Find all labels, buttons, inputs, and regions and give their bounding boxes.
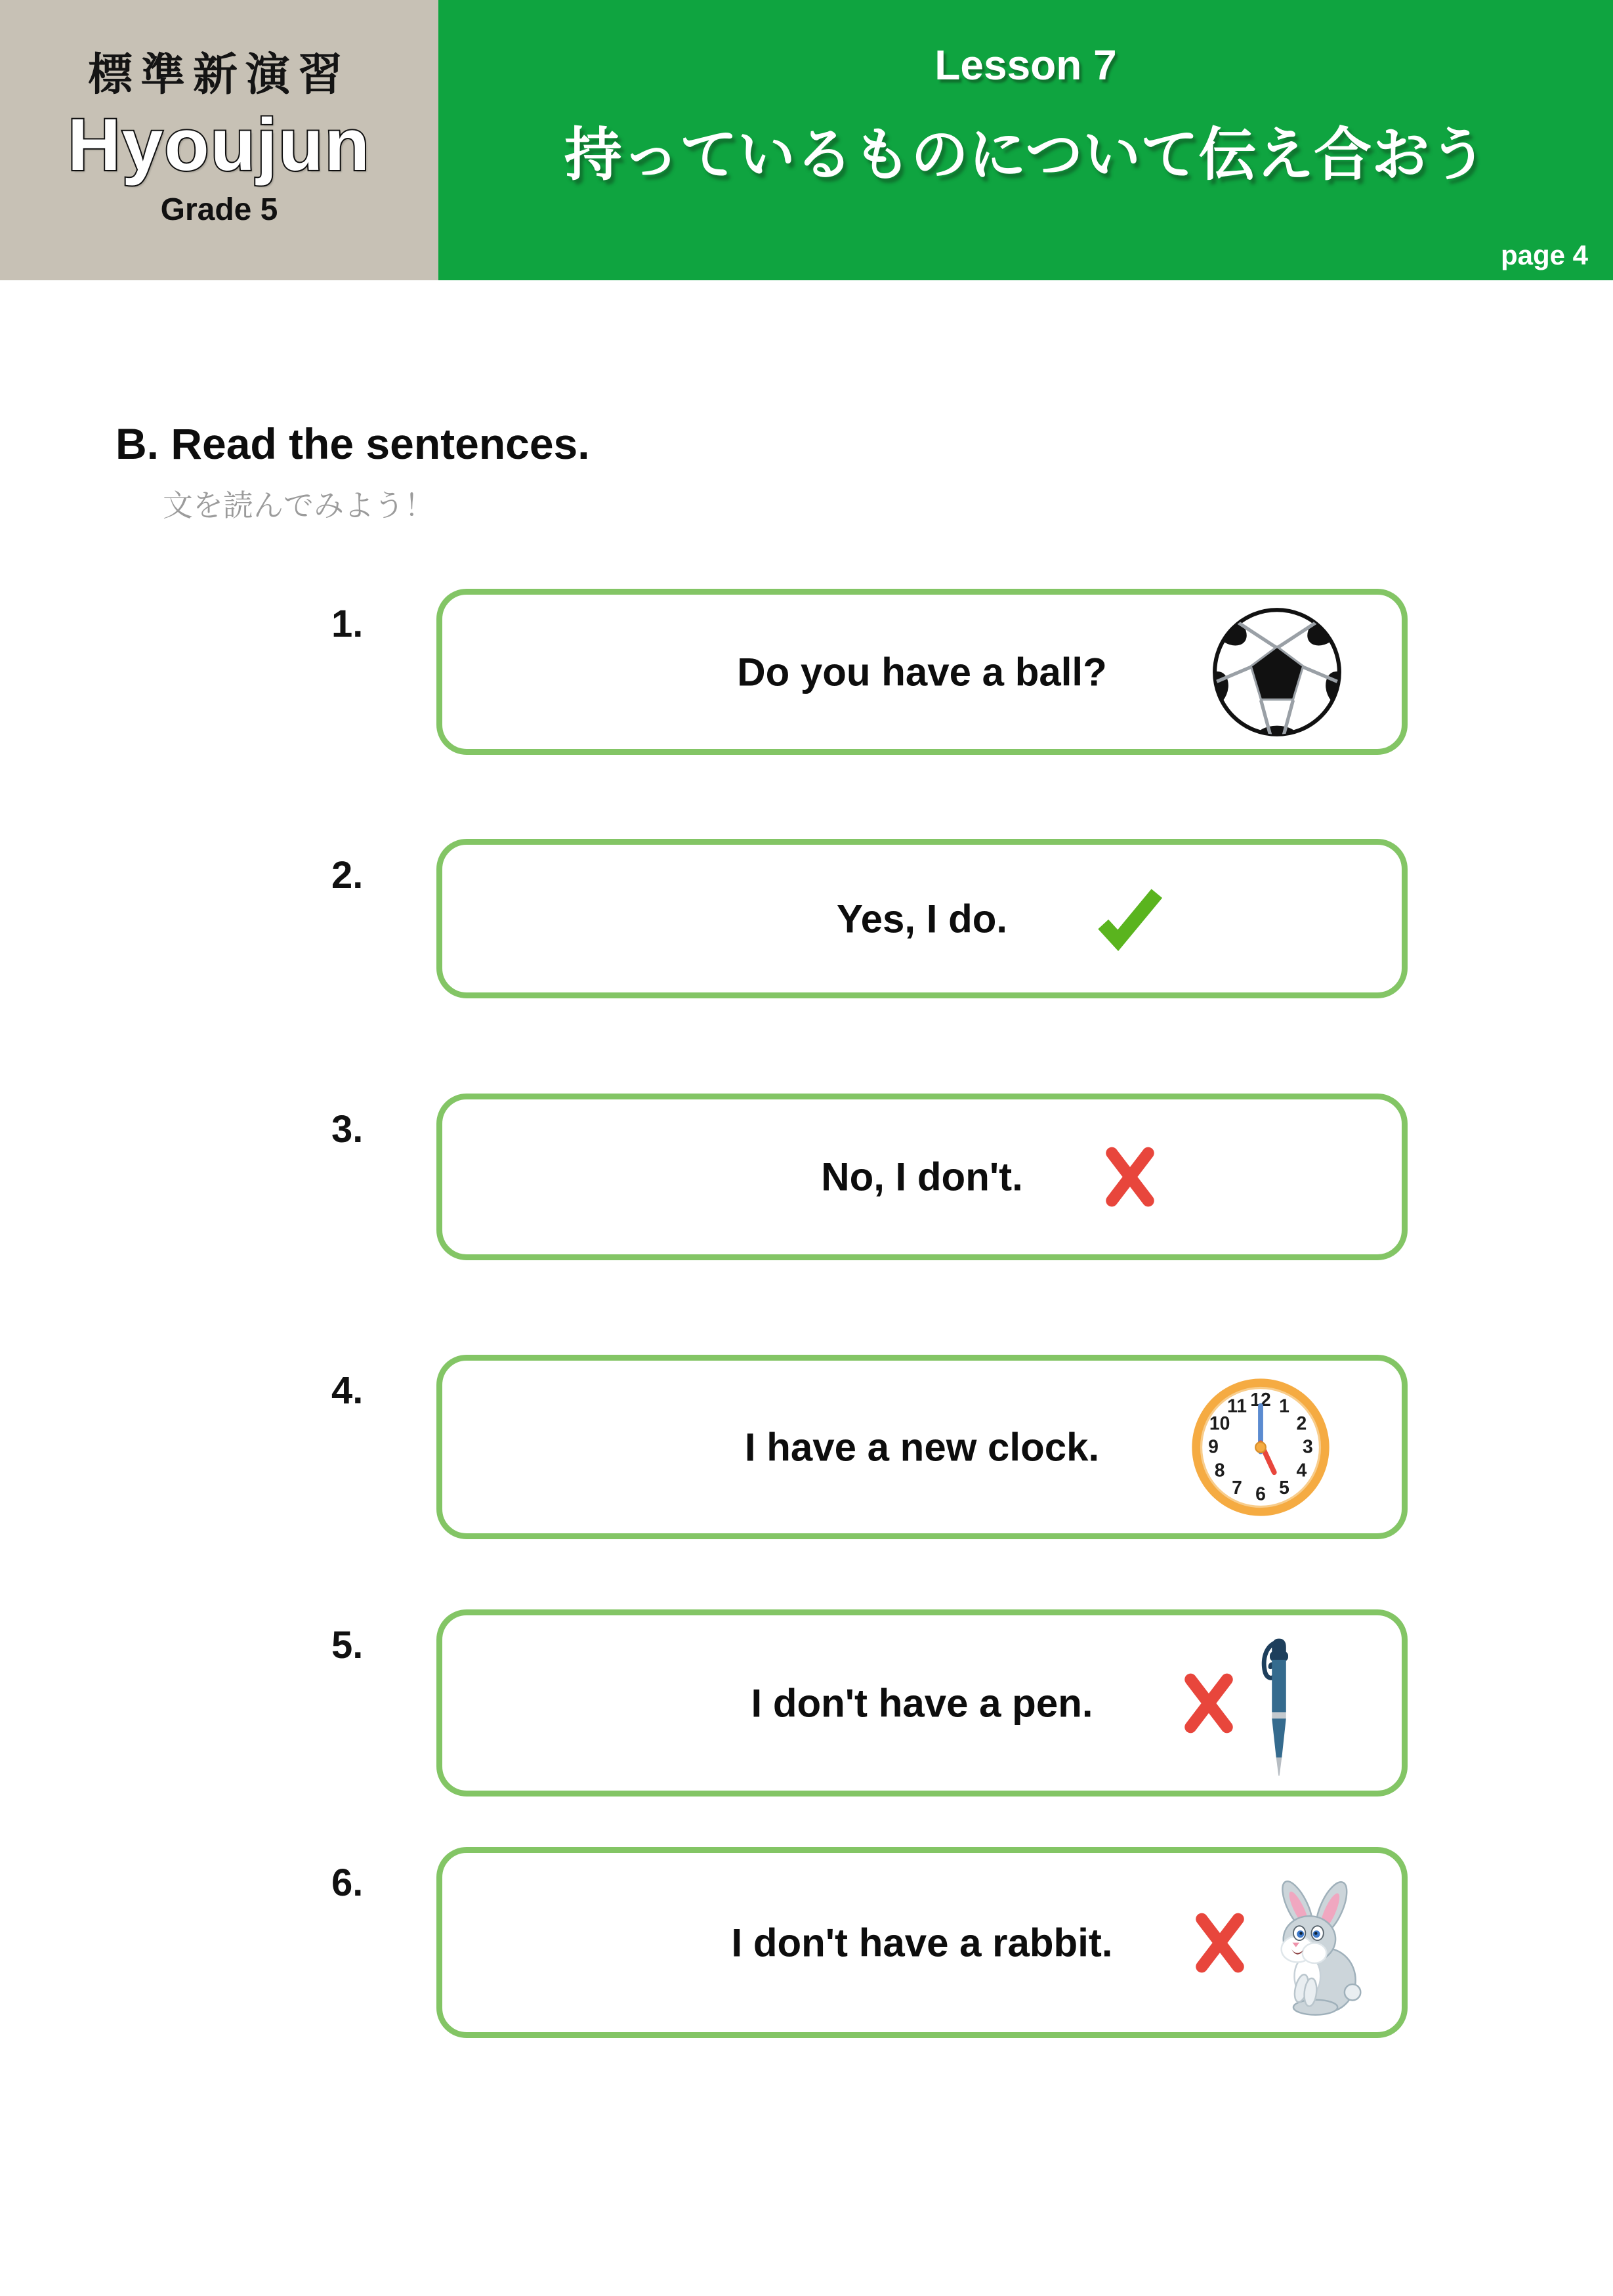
lesson-label: Lesson 7 <box>934 41 1117 89</box>
sentence-text: Yes, I do. <box>836 897 1008 941</box>
sentence-text: I have a new clock. <box>744 1425 1100 1469</box>
cross-mark-icon <box>1181 1672 1236 1735</box>
soccer-ball-icon <box>1210 605 1344 739</box>
svg-text:8: 8 <box>1214 1460 1225 1481</box>
lesson-title-japanese: 持っているものについて伝え合おう <box>564 122 1488 187</box>
logo-brand-text: Hyoujun <box>68 104 371 186</box>
sentence-card <box>436 1355 1408 1539</box>
svg-text:12: 12 <box>1250 1389 1271 1411</box>
svg-text:7: 7 <box>1232 1477 1242 1499</box>
svg-text:9: 9 <box>1208 1436 1219 1458</box>
sentence-number: 2. <box>331 854 364 897</box>
sentence-number: 1. <box>331 603 364 645</box>
section-heading-block <box>115 420 590 521</box>
svg-text:6: 6 <box>1255 1483 1266 1505</box>
check-mark-icon <box>1095 887 1164 951</box>
sentence-text: I don't have a pen. <box>751 1681 1093 1725</box>
sentence-card <box>436 839 1408 998</box>
header <box>0 0 1613 280</box>
sentence-card <box>436 589 1408 755</box>
sentence-text: No, I don't. <box>821 1155 1023 1199</box>
lesson-banner <box>438 0 1613 280</box>
sentence-number: 6. <box>331 1861 364 1904</box>
rabbit-icon <box>1257 1876 1368 2016</box>
cross-mark-icon <box>1192 1911 1247 1974</box>
page-number-label: page 4 <box>1500 240 1588 270</box>
publisher-logo <box>0 0 438 280</box>
svg-text:1: 1 <box>1279 1395 1289 1416</box>
sentence-number: 3. <box>331 1108 364 1151</box>
svg-text:10: 10 <box>1209 1413 1230 1434</box>
sentence-card <box>436 1609 1408 1796</box>
cross-mark-icon <box>1102 1145 1158 1208</box>
sentence-number: 4. <box>331 1369 364 1412</box>
sentence-card <box>436 1094 1408 1260</box>
svg-text:3: 3 <box>1303 1436 1313 1458</box>
pen-icon <box>1260 1625 1298 1780</box>
section-heading: B. Read the sentences. <box>115 419 590 468</box>
svg-text:4: 4 <box>1296 1460 1307 1481</box>
svg-text:5: 5 <box>1279 1477 1289 1499</box>
sentence-text: I don't have a rabbit. <box>731 1921 1113 1965</box>
sentence-number: 5. <box>331 1624 364 1667</box>
svg-text:2: 2 <box>1296 1413 1307 1434</box>
sentence-card <box>436 1847 1408 2038</box>
svg-text:11: 11 <box>1227 1395 1247 1416</box>
logo-grade-text: Grade 5 <box>160 192 278 227</box>
sentence-text: Do you have a ball? <box>737 650 1107 694</box>
logo-kanji-text: 標準新演習 <box>87 50 350 100</box>
section-subheading-japanese: 文を読んでみよう！ <box>163 488 434 522</box>
clock-icon <box>1189 1376 1332 1519</box>
